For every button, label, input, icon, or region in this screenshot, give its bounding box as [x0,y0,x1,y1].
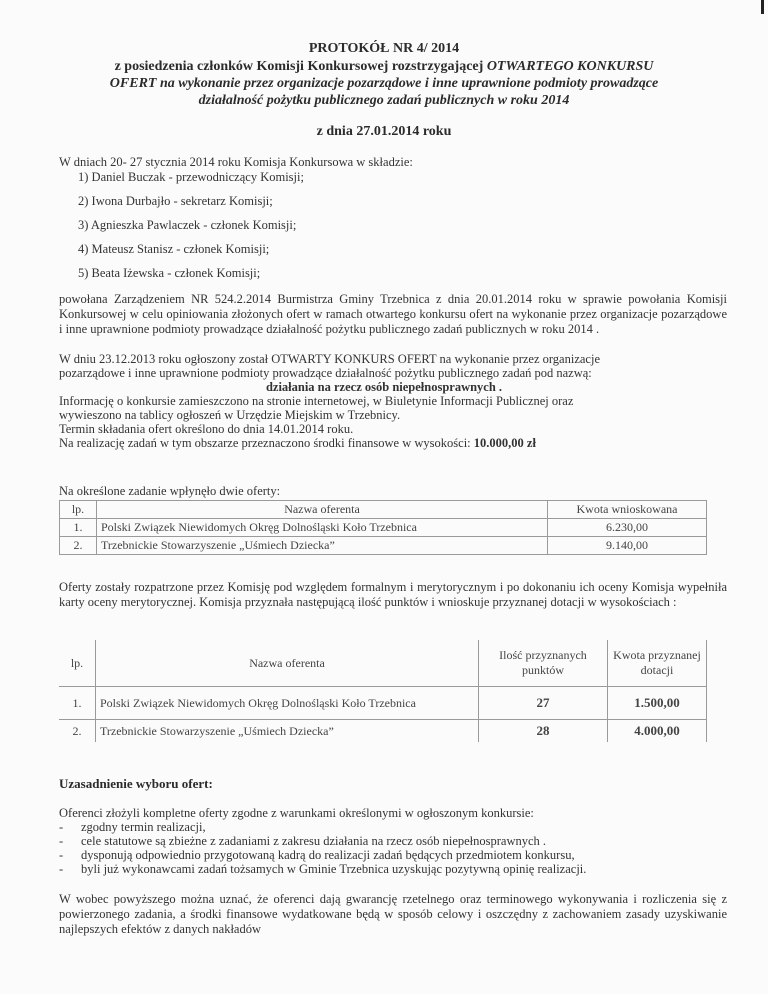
col-lp: lp. [60,501,97,519]
announcement-line4: Informację o konkursie zamieszczono na stronie internetowej, w Biuletynie Informacji Publicznej oraz [59,394,574,408]
row-offerer: Trzebnickie Stowarzyszenie „Uśmiech Dziecka” [97,537,548,555]
col-lp: lp. [59,640,96,687]
announcement-line1: W dniu 23.12.2013 roku ogłoszony został OTWARTY KONKURS OFERT na wykonanie przez organizacje [59,352,600,366]
closing-paragraph: W wobec powyższego można uznać, że oferenci dają gwarancję rzetelnego oraz terminowego wykonywania i rozliczenia się z powierzonego zadania, a środki finansowe wydatkowane będą w sposób celowy i oszczędny z zachowaniem zasady uzyskiwanie najlepszych efektów z danych nakładów [59,892,727,936]
list-item: - byli już wykonawcami zadań tożsamych w Gminie Trzebnica uzyskując pozytywną opinię realizacji. [59,862,586,876]
row-points: 28 [479,720,608,743]
justification-heading: Uzasadnienie wyboru ofert: [59,776,213,791]
row-points: 27 [479,687,608,720]
justification-list [59,820,586,876]
intro-text: W dniach 20- 27 stycznia 2014 roku Komisja Konkursowa w składzie: [59,155,413,169]
row-lp: 2. [59,720,96,743]
subtitle-italic: OTWARTEGO KONKURSU [486,59,654,74]
row-grant: 1.500,00 [608,687,707,720]
deadline-text: Termin składania ofert określono do dnia 14.01.2014 roku. [59,422,354,436]
evaluation-paragraph: Oferty zostały rozpatrzone przez Komisję pod względem formalnym i merytorycznym i po dokonaniu ich oceny Komisja wypełniła karty oceny merytorycznej. Komisja przyznała następującą ilość punktów i wnioskuje przyznanej dotacji w wysokościach : [59,580,727,609]
table-header-row [59,640,707,687]
col-points: Ilość przyznanych punktów [479,640,608,687]
protocol-subtitle-line2: OFERT na wykonanie przez organizacje pozarządowe i inne uprawnione podmioty prowadzące [109,76,659,91]
list-item: - zgodny termin realizacji, [59,820,586,834]
scan-edge-mark [761,0,764,14]
table-row [59,687,707,720]
funding-amount: 10.000,00 zł [473,436,536,450]
offers-intro: Na określone zadanie wpłynęło dwie oferty: [59,484,281,498]
row-offerer: Trzebnickie Stowarzyszenie „Uśmiech Dziecka” [96,720,479,743]
justification-intro: Oferenci złożyli kompletne oferty zgodne z warunkami określonymi w ogłoszonym konkursie: [59,806,534,820]
col-grant: Kwota przyznanej dotacji [608,640,707,687]
task-name: działania na rzecz osób niepełnosprawnych . [265,380,503,394]
table-row [60,519,707,537]
member-4: 4) Mateusz Stanisz - członek Komisji; [78,242,270,256]
offers-table [59,500,707,555]
table-header-row [60,501,707,519]
protocol-subtitle-line3: działalność pożytku publicznego zadań publicznych w roku 2014 [198,93,570,108]
results-table [59,640,707,742]
member-2: 2) Iwona Durbajło - sekretarz Komisji; [78,194,273,208]
col-offerer: Nazwa oferenta [97,501,548,519]
row-offerer: Polski Związek Niewidomych Okręg Dolnośląski Koło Trzebnica [96,687,479,720]
appointment-paragraph: powołana Zarządzeniem NR 524.2.2014 Burmistrza Gminy Trzebnica z dnia 20.01.2014 roku w sprawie powołania Komisji Konkursowej w celu opiniowania złożonych ofert w ramach otwartego konkursu ofert na wykonanie przez organizacje pozarządowe i inne uprawnione podmioty prowadzące działalność pożytku publicznego zadań publicznych w roku 2014 . [59,292,727,336]
row-offerer: Polski Związek Niewidomych Okręg Dolnośląski Koło Trzebnica [97,519,548,537]
member-5: 5) Beata Iżewska - członek Komisji; [78,266,261,280]
table-row [59,720,707,743]
funding-label: Na realizację zadań w tym obszarze przeznaczono środki finansowe w wysokości: [59,436,471,450]
row-requested: 6.230,00 [548,519,707,537]
col-offerer: Nazwa oferenta [96,640,479,687]
list-item: - dysponują odpowiednio przygotowaną kadrą do realizacji zadań będących przedmiotem konkursu, [59,848,586,862]
protocol-title: PROTOKÓŁ NR 4/ 2014 [308,41,460,56]
row-lp: 2. [60,537,97,555]
funding-text [59,436,536,450]
protocol-subtitle-line1 [0,58,768,75]
col-requested: Kwota wnioskowana [548,501,707,519]
member-1: 1) Daniel Buczak - przewodniczący Komisji; [78,170,304,184]
row-lp: 1. [59,687,96,720]
table-row [60,537,707,555]
row-grant: 4.000,00 [608,720,707,743]
member-3: 3) Agnieszka Pawlaczek - członek Komisji; [78,218,297,232]
announcement-line2: pozarządowe i inne uprawnione podmioty prowadzące działalność pożytku publicznego zadań pod nazwą: [59,366,592,380]
announcement-line5: wywieszono na tablicy ogłoszeń w Urzędzie Miejskim w Trzebnicy. [59,408,401,422]
subtitle-plain: z posiedzenia członków Komisji Konkursowej rozstrzygającej [114,59,484,74]
row-requested: 9.140,00 [548,537,707,555]
list-item: - cele statutowe są zbieżne z zadaniami z zakresu działania na rzecz osób niepełnosprawnych . [59,834,586,848]
row-lp: 1. [60,519,97,537]
protocol-date: z dnia 27.01.2014 roku [316,124,452,139]
